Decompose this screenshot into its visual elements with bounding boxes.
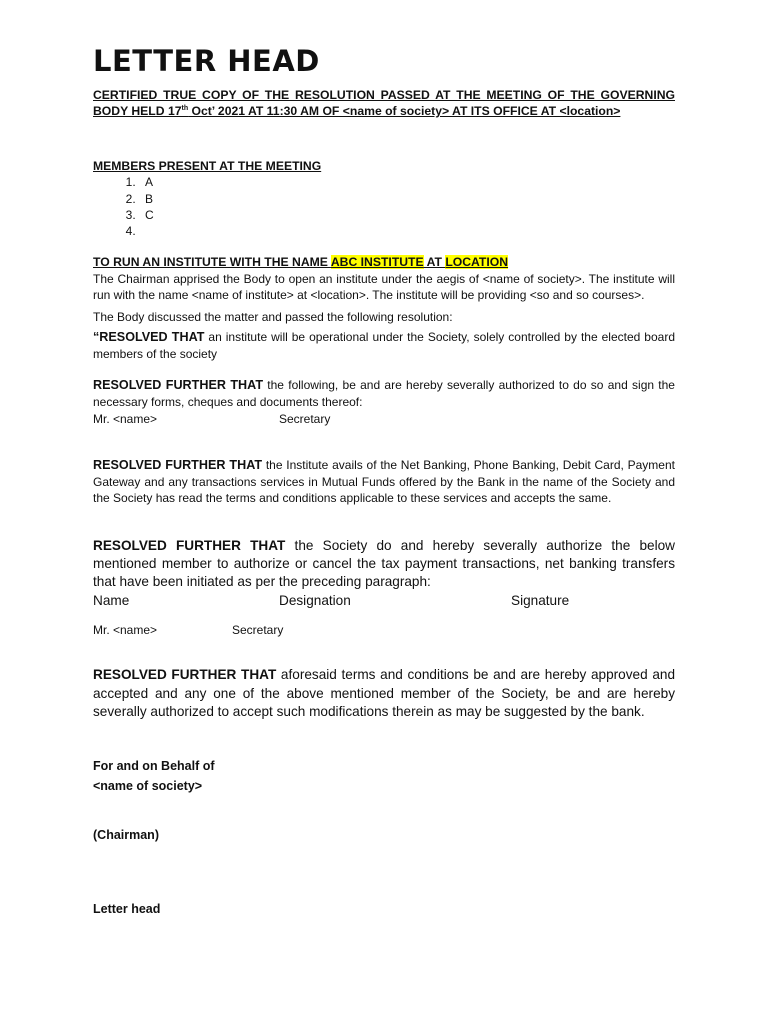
letter-head-title: LETTER HEAD: [93, 44, 320, 78]
resolved-paragraph-2: [93, 377, 675, 410]
institute-paragraph: The Chairman apprised the Body to open an institute under the aegis of <name of society>. The institute will run with the name <name of institute> at <location>. The institute will be providing <so and so courses>.: [93, 271, 675, 303]
authorized-role: Secretary: [232, 623, 284, 638]
institute-heading: [93, 254, 675, 270]
members-list: [93, 174, 675, 239]
resolved-text: an institute will be operational under the Society, solely controlled by the elected board members of the society: [93, 329, 676, 361]
institute-name-highlight: ABC INSTITUTE: [330, 255, 424, 270]
resolved-lead: RESOLVED FURTHER THAT: [93, 667, 277, 683]
resolved-text: the Society do and hereby severally authorize the below mentioned member to authorize or cancel the tax payment transactions, net banking transfers that have been initiated as per the preceding paragraph:: [93, 537, 676, 590]
closing-society: <name of society>: [93, 778, 203, 793]
authorized-table-row: [93, 622, 675, 638]
resolved-paragraph-4: [93, 537, 675, 592]
resolved-paragraph-5: [93, 666, 675, 721]
document-page: [93, 44, 675, 919]
certified-text-pre: CERTIFIED TRUE COPY OF THE RESOLUTION PASSED AT THE MEETING OF THE GOVERNING BODY HELD 17: [93, 87, 675, 119]
members-heading: MEMBERS PRESENT AT THE MEETING: [93, 158, 322, 173]
list-item: 3. C: [139, 207, 675, 223]
resolved-lead: RESOLVED FURTHER THAT: [93, 537, 286, 553]
institute-heading-mid: AT: [423, 255, 446, 270]
resolved-paragraph-1: [93, 329, 675, 362]
chairman-signature: (Chairman): [93, 827, 159, 842]
resolved-lead: “RESOLVED THAT: [93, 329, 205, 344]
column-header-name: Name: [93, 592, 130, 608]
signatory-name: Mr. <name>: [93, 411, 158, 426]
signatory-role: Secretary: [279, 411, 331, 426]
discussed-paragraph: The Body discussed the matter and passed the following resolution:: [93, 309, 453, 324]
footer-letter-head: Letter head: [93, 901, 161, 916]
certified-heading: [93, 87, 675, 120]
institute-heading-pre: TO RUN AN INSTITUTE WITH THE NAME: [93, 255, 331, 270]
closing-behalf: For and on Behalf of: [93, 758, 215, 773]
resolved-paragraph-3: [93, 457, 675, 507]
column-header-signature: Signature: [511, 592, 570, 608]
column-header-designation: Designation: [279, 592, 351, 608]
authorized-table-header: [93, 592, 675, 610]
signatory-row: [93, 411, 675, 427]
list-item: 2. B: [139, 191, 675, 207]
resolved-text: the following, be and are hereby severally authorized to do so and sign the necessary forms, cheques and documents thereof:: [93, 378, 675, 410]
resolved-lead: RESOLVED FURTHER THAT: [93, 458, 263, 473]
certified-superscript: th: [181, 105, 189, 113]
resolved-text: aforesaid terms and conditions be and are hereby approved and accepted and any one of the above mentioned member of the Society, be and are hereby severally authorized to accept such modifications therein as may be suggested by the bank.: [93, 667, 675, 720]
institute-location-highlight: LOCATION: [445, 255, 509, 270]
resolved-lead: RESOLVED FURTHER THAT: [93, 378, 264, 393]
list-item: 1. A: [139, 174, 675, 190]
authorized-person: Mr. <name>: [93, 623, 158, 638]
list-item: [139, 223, 675, 239]
certified-text-post: Oct’ 2021 AT 11:30 AM OF <name of society> AT ITS OFFICE AT <location>: [188, 104, 621, 119]
resolved-text: the Institute avails of the Net Banking, Phone Banking, Debit Card, Payment Gateway and any transactions services in Mutual Funds offered by the Bank in the name of the Society and the Society has read the terms and conditions applicable to these services and accepts the same.: [93, 458, 675, 506]
